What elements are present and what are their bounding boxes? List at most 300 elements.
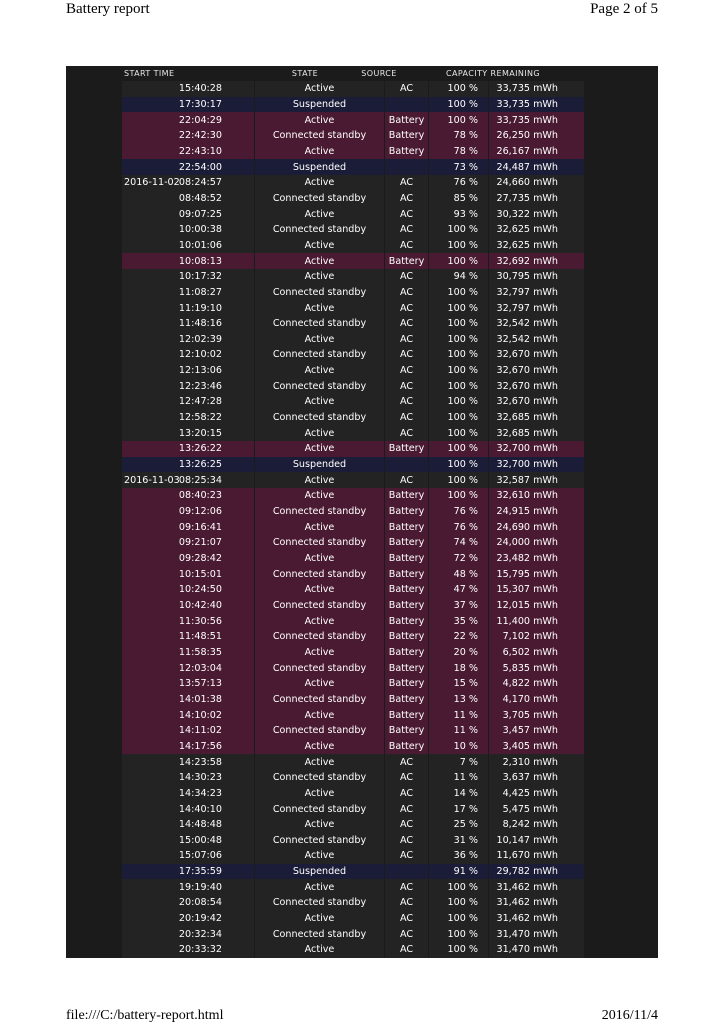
table-row	[122, 911, 584, 927]
row-capacity: 4,822 mWh	[488, 676, 584, 692]
row-time: 09:16:41	[178, 521, 222, 533]
row-state: Connected standby	[254, 535, 384, 551]
table-row	[122, 598, 584, 614]
row-percent: 100 %	[428, 942, 488, 958]
page-number: Page 2 of 5	[590, 1, 658, 17]
row-source: Battery	[384, 676, 428, 692]
row-capacity: 32,542 mWh	[488, 316, 584, 332]
row-state: Connected standby	[254, 128, 384, 144]
row-state: Active	[254, 332, 384, 348]
row-date	[122, 253, 174, 269]
table-row	[122, 332, 584, 348]
row-percent: 76 %	[428, 175, 488, 191]
table-row	[122, 175, 584, 191]
table-row	[122, 739, 584, 755]
row-time: 15:07:06	[178, 850, 222, 862]
row-source: AC	[384, 332, 428, 348]
row-time: 09:21:07	[178, 537, 222, 549]
row-capacity: 32,670 mWh	[488, 363, 584, 379]
row-source: Battery	[384, 253, 428, 269]
row-capacity: 24,915 mWh	[488, 504, 584, 520]
table-row	[122, 472, 584, 488]
row-date	[122, 457, 174, 473]
row-date	[122, 676, 174, 692]
row-percent: 7 %	[428, 754, 488, 770]
row-date	[122, 238, 174, 254]
row-time: 14:01:38	[178, 693, 222, 705]
row-source: AC	[384, 285, 428, 301]
row-source: AC	[384, 754, 428, 770]
table-row	[122, 457, 584, 473]
row-time: 10:00:38	[178, 224, 222, 236]
row-state: Active	[254, 238, 384, 254]
row-date	[122, 817, 174, 833]
row-source: AC	[384, 378, 428, 394]
row-time: 14:34:23	[178, 787, 222, 799]
table-row	[122, 566, 584, 582]
table-row	[122, 81, 584, 97]
row-state: Active	[254, 112, 384, 128]
row-date	[122, 723, 174, 739]
row-state: Active	[254, 613, 384, 629]
table-row	[122, 378, 584, 394]
row-source: Battery	[384, 660, 428, 676]
table-row	[122, 582, 584, 598]
row-capacity: 30,795 mWh	[488, 269, 584, 285]
row-date	[122, 159, 174, 175]
row-state: Active	[254, 488, 384, 504]
row-state: Active	[254, 81, 384, 97]
row-time: 14:10:02	[178, 709, 222, 721]
row-percent: 100 %	[428, 394, 488, 410]
row-capacity: 5,475 mWh	[488, 801, 584, 817]
row-state: Connected standby	[254, 895, 384, 911]
row-percent: 100 %	[428, 81, 488, 97]
table-row	[122, 723, 584, 739]
row-source: AC	[384, 926, 428, 942]
table-row	[122, 206, 584, 222]
table-row	[122, 833, 584, 849]
row-date	[122, 488, 174, 504]
row-state: Connected standby	[254, 801, 384, 817]
row-percent: 11 %	[428, 707, 488, 723]
row-source: Battery	[384, 566, 428, 582]
row-time: 10:15:01	[178, 568, 222, 580]
row-percent: 31 %	[428, 833, 488, 849]
row-capacity: 3,637 mWh	[488, 770, 584, 786]
table-body	[122, 81, 584, 958]
row-capacity: 32,670 mWh	[488, 378, 584, 394]
row-time: 13:57:13	[178, 678, 222, 690]
row-state: Active	[254, 817, 384, 833]
row-time: 11:48:51	[178, 631, 222, 643]
row-capacity: 32,797 mWh	[488, 285, 584, 301]
row-state: Connected standby	[254, 504, 384, 520]
row-state: Connected standby	[254, 770, 384, 786]
row-capacity: 11,400 mWh	[488, 613, 584, 629]
row-source: Battery	[384, 504, 428, 520]
row-date	[122, 848, 174, 864]
table-row	[122, 770, 584, 786]
row-time: 22:42:30	[178, 130, 222, 142]
row-percent: 100 %	[428, 879, 488, 895]
row-capacity: 12,015 mWh	[488, 598, 584, 614]
table-row	[122, 786, 584, 802]
row-time: 20:19:42	[178, 913, 222, 925]
row-date	[122, 128, 174, 144]
row-source: Battery	[384, 582, 428, 598]
row-time: 11:30:56	[178, 615, 222, 627]
row-state: Connected standby	[254, 410, 384, 426]
table-row	[122, 817, 584, 833]
row-percent: 100 %	[428, 285, 488, 301]
row-state: Connected standby	[254, 723, 384, 739]
row-state: Active	[254, 253, 384, 269]
row-state: Connected standby	[254, 833, 384, 849]
row-date	[122, 332, 174, 348]
row-percent: 13 %	[428, 692, 488, 708]
table-row	[122, 144, 584, 160]
row-capacity: 31,462 mWh	[488, 879, 584, 895]
row-percent: 85 %	[428, 191, 488, 207]
row-source: AC	[384, 269, 428, 285]
row-time: 12:23:46	[178, 380, 222, 392]
row-date	[122, 81, 174, 97]
row-state: Active	[254, 786, 384, 802]
row-time: 15:40:28	[178, 83, 222, 95]
row-capacity: 31,470 mWh	[488, 942, 584, 958]
row-date	[122, 566, 174, 582]
row-percent: 100 %	[428, 425, 488, 441]
row-percent: 100 %	[428, 112, 488, 128]
row-source: AC	[384, 238, 428, 254]
row-state: Active	[254, 472, 384, 488]
row-percent: 100 %	[428, 895, 488, 911]
row-source: AC	[384, 222, 428, 238]
row-percent: 100 %	[428, 472, 488, 488]
row-capacity: 24,000 mWh	[488, 535, 584, 551]
row-source: AC	[384, 410, 428, 426]
row-source: Battery	[384, 112, 428, 128]
row-percent: 100 %	[428, 332, 488, 348]
table-row	[122, 551, 584, 567]
row-date	[122, 582, 174, 598]
row-date	[122, 692, 174, 708]
row-capacity: 32,700 mWh	[488, 457, 584, 473]
row-source: AC	[384, 347, 428, 363]
row-percent: 100 %	[428, 222, 488, 238]
row-capacity: 7,102 mWh	[488, 629, 584, 645]
row-percent: 20 %	[428, 645, 488, 661]
row-source: Battery	[384, 144, 428, 160]
table-row	[122, 441, 584, 457]
row-state: Connected standby	[254, 285, 384, 301]
row-state: Active	[254, 175, 384, 191]
row-capacity: 24,660 mWh	[488, 175, 584, 191]
row-date: 2016-11-03	[124, 474, 180, 486]
row-date	[122, 97, 174, 113]
row-source: Battery	[384, 629, 428, 645]
row-percent: 100 %	[428, 238, 488, 254]
row-capacity: 8,242 mWh	[488, 817, 584, 833]
row-source: AC	[384, 175, 428, 191]
table-row	[122, 895, 584, 911]
row-time: 11:58:35	[178, 646, 222, 658]
row-time: 20:08:54	[178, 897, 222, 909]
row-percent: 36 %	[428, 848, 488, 864]
row-capacity: 27,735 mWh	[488, 191, 584, 207]
row-date	[122, 645, 174, 661]
column-capacity: CAPACITY REMAINING	[445, 69, 541, 78]
row-time: 12:13:06	[178, 365, 222, 377]
row-date	[122, 378, 174, 394]
row-capacity: 32,587 mWh	[488, 472, 584, 488]
row-capacity: 31,462 mWh	[488, 911, 584, 927]
row-percent: 14 %	[428, 786, 488, 802]
row-capacity: 5,835 mWh	[488, 660, 584, 676]
row-source	[384, 97, 428, 113]
row-time: 09:28:42	[178, 553, 222, 565]
row-time: 10:24:50	[178, 584, 222, 596]
row-capacity: 4,425 mWh	[488, 786, 584, 802]
row-state: Connected standby	[254, 316, 384, 332]
row-state: Active	[254, 848, 384, 864]
row-percent: 100 %	[428, 441, 488, 457]
row-state: Active	[254, 441, 384, 457]
row-state: Active	[254, 300, 384, 316]
row-date	[122, 551, 174, 567]
row-time: 20:32:34	[178, 928, 222, 940]
table-row	[122, 504, 584, 520]
row-percent: 73 %	[428, 159, 488, 175]
row-percent: 76 %	[428, 519, 488, 535]
row-source: AC	[384, 206, 428, 222]
table-row	[122, 488, 584, 504]
row-source: AC	[384, 394, 428, 410]
row-time: 22:43:10	[178, 145, 222, 157]
row-state: Connected standby	[254, 347, 384, 363]
row-percent: 100 %	[428, 253, 488, 269]
row-capacity: 23,482 mWh	[488, 551, 584, 567]
row-state: Active	[254, 879, 384, 895]
row-percent: 37 %	[428, 598, 488, 614]
row-time: 08:40:23	[178, 490, 222, 502]
row-capacity: 32,670 mWh	[488, 394, 584, 410]
row-date	[122, 879, 174, 895]
row-source: AC	[384, 911, 428, 927]
table-row	[122, 942, 584, 958]
row-source	[384, 159, 428, 175]
row-source: Battery	[384, 723, 428, 739]
row-capacity: 33,735 mWh	[488, 81, 584, 97]
row-time: 12:58:22	[178, 412, 222, 424]
row-source: Battery	[384, 488, 428, 504]
row-percent: 100 %	[428, 316, 488, 332]
table-row	[122, 410, 584, 426]
column-state: STATE	[291, 69, 319, 78]
row-percent: 78 %	[428, 144, 488, 160]
row-source: AC	[384, 895, 428, 911]
row-capacity: 32,610 mWh	[488, 488, 584, 504]
row-date	[122, 144, 174, 160]
row-capacity: 24,487 mWh	[488, 159, 584, 175]
row-state: Active	[254, 363, 384, 379]
row-percent: 47 %	[428, 582, 488, 598]
row-capacity: 32,685 mWh	[488, 410, 584, 426]
print-date: 2016/11/4	[601, 1008, 658, 1023]
table-row	[122, 754, 584, 770]
row-date	[122, 739, 174, 755]
row-percent: 91 %	[428, 864, 488, 880]
row-capacity: 3,705 mWh	[488, 707, 584, 723]
row-state: Suspended	[254, 159, 384, 175]
row-source: Battery	[384, 707, 428, 723]
row-source: Battery	[384, 128, 428, 144]
row-capacity: 3,457 mWh	[488, 723, 584, 739]
row-date	[122, 285, 174, 301]
row-source	[384, 457, 428, 473]
row-percent: 17 %	[428, 801, 488, 817]
row-date	[122, 895, 174, 911]
row-state: Active	[254, 754, 384, 770]
row-percent: 18 %	[428, 660, 488, 676]
row-time: 14:11:02	[178, 725, 222, 737]
row-source: Battery	[384, 519, 428, 535]
table-row	[122, 613, 584, 629]
table-row	[122, 316, 584, 332]
row-state: Active	[254, 269, 384, 285]
table-row	[122, 269, 584, 285]
row-date	[122, 191, 174, 207]
row-state: Connected standby	[254, 378, 384, 394]
row-percent: 72 %	[428, 551, 488, 567]
row-date	[122, 786, 174, 802]
row-date	[122, 410, 174, 426]
row-date	[122, 911, 174, 927]
row-time: 12:03:04	[178, 662, 222, 674]
row-source: AC	[384, 833, 428, 849]
row-date	[122, 316, 174, 332]
row-capacity: 10,147 mWh	[488, 833, 584, 849]
table-row	[122, 97, 584, 113]
row-state: Connected standby	[254, 660, 384, 676]
row-percent: 74 %	[428, 535, 488, 551]
row-time: 10:17:32	[178, 271, 222, 283]
row-date	[122, 347, 174, 363]
row-percent: 78 %	[428, 128, 488, 144]
table-row	[122, 801, 584, 817]
row-date	[122, 613, 174, 629]
row-capacity: 32,797 mWh	[488, 300, 584, 316]
row-percent: 35 %	[428, 613, 488, 629]
row-capacity: 11,670 mWh	[488, 848, 584, 864]
row-state: Suspended	[254, 457, 384, 473]
row-source: AC	[384, 786, 428, 802]
row-state: Active	[254, 739, 384, 755]
table-row	[122, 629, 584, 645]
row-source: AC	[384, 942, 428, 958]
row-time: 10:08:13	[178, 255, 222, 267]
row-time: 14:23:58	[178, 756, 222, 768]
row-percent: 22 %	[428, 629, 488, 645]
row-source: AC	[384, 81, 428, 97]
row-percent: 10 %	[428, 739, 488, 755]
table-row	[122, 848, 584, 864]
row-capacity: 6,502 mWh	[488, 645, 584, 661]
table-row	[122, 879, 584, 895]
row-time: 14:48:48	[178, 819, 222, 831]
row-source: AC	[384, 363, 428, 379]
row-state: Connected standby	[254, 629, 384, 645]
row-percent: 93 %	[428, 206, 488, 222]
row-state: Active	[254, 394, 384, 410]
table-row	[122, 425, 584, 441]
row-source: AC	[384, 801, 428, 817]
row-date	[122, 754, 174, 770]
table-row	[122, 222, 584, 238]
table-row	[122, 238, 584, 254]
row-time: 11:08:27	[178, 286, 222, 298]
row-capacity: 24,690 mWh	[488, 519, 584, 535]
row-date	[122, 441, 174, 457]
row-percent: 100 %	[428, 347, 488, 363]
row-date	[122, 801, 174, 817]
row-capacity: 26,167 mWh	[488, 144, 584, 160]
table-row	[122, 159, 584, 175]
table-header	[122, 66, 584, 81]
row-source: Battery	[384, 441, 428, 457]
row-state: Connected standby	[254, 222, 384, 238]
row-state: Active	[254, 582, 384, 598]
row-percent: 25 %	[428, 817, 488, 833]
row-time: 12:47:28	[178, 396, 222, 408]
table-row	[122, 692, 584, 708]
row-time: 15:00:48	[178, 834, 222, 846]
row-source: Battery	[384, 613, 428, 629]
row-percent: 15 %	[428, 676, 488, 692]
row-source	[384, 864, 428, 880]
row-capacity: 33,735 mWh	[488, 112, 584, 128]
row-state: Suspended	[254, 97, 384, 113]
row-capacity: 26,250 mWh	[488, 128, 584, 144]
row-source: AC	[384, 472, 428, 488]
row-time: 12:02:39	[178, 333, 222, 345]
row-time: 09:12:06	[178, 506, 222, 518]
row-date	[122, 519, 174, 535]
row-state: Connected standby	[254, 191, 384, 207]
row-state: Connected standby	[254, 692, 384, 708]
row-date	[122, 926, 174, 942]
row-state: Connected standby	[254, 598, 384, 614]
row-percent: 76 %	[428, 504, 488, 520]
row-date	[122, 425, 174, 441]
row-capacity: 29,782 mWh	[488, 864, 584, 880]
row-time: 14:30:23	[178, 772, 222, 784]
row-capacity: 3,405 mWh	[488, 739, 584, 755]
row-source: AC	[384, 316, 428, 332]
row-date	[122, 269, 174, 285]
row-capacity: 4,170 mWh	[488, 692, 584, 708]
row-date	[122, 535, 174, 551]
table-row	[122, 363, 584, 379]
usage-table	[122, 66, 584, 958]
row-source: Battery	[384, 645, 428, 661]
table-row	[122, 191, 584, 207]
row-percent: 100 %	[428, 300, 488, 316]
row-percent: 11 %	[428, 723, 488, 739]
row-source: Battery	[384, 692, 428, 708]
table-row	[122, 519, 584, 535]
